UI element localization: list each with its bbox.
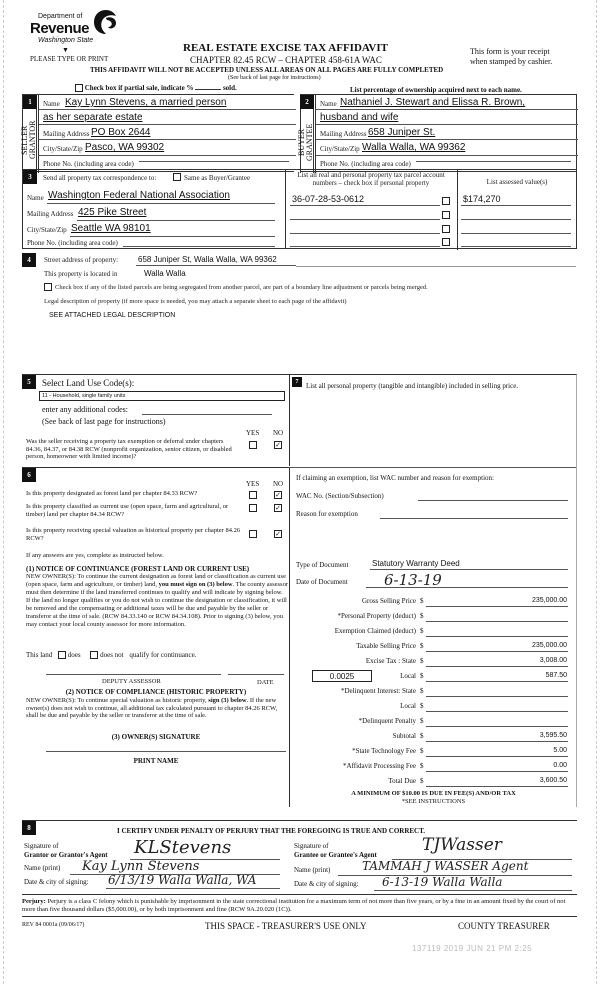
section-5-number: 5 xyxy=(22,375,36,389)
section-8-certification xyxy=(22,820,577,895)
amount-row xyxy=(290,774,577,789)
dor-swirl-icon xyxy=(92,8,120,36)
parcel-row xyxy=(286,194,577,208)
wac-number-field[interactable] xyxy=(418,500,568,501)
buyer-city-field[interactable]: Walla Walla, WA 99362 xyxy=(362,142,466,153)
scan-edge-right xyxy=(596,0,597,984)
seller-name-label: Name xyxy=(43,100,60,108)
currency-symbol: $ xyxy=(420,717,424,725)
amount-row xyxy=(290,759,577,774)
segregated-checkbox[interactable] xyxy=(44,283,52,291)
parcel-row xyxy=(286,208,577,222)
additional-codes-label: enter any additional codes: xyxy=(42,405,128,414)
send-correspondence-label: Send all property tax correspondence to: xyxy=(43,174,157,182)
currency-symbol: $ xyxy=(420,627,424,635)
section-2-number: 2 xyxy=(300,95,314,109)
personal-property-checkbox[interactable] xyxy=(442,225,450,233)
personal-property-checkbox[interactable] xyxy=(442,211,450,219)
amount-row xyxy=(290,624,577,639)
document-date-label: Date of Document xyxy=(296,578,348,586)
amount-label: *Delinquent Penalty xyxy=(358,717,416,725)
amount-label: Subtotal xyxy=(392,732,416,740)
currency-symbol: $ xyxy=(420,657,424,665)
grantee-name-label: Name (print) xyxy=(294,866,331,874)
parcel-row xyxy=(286,235,577,249)
personal-property-checkbox[interactable] xyxy=(442,238,450,246)
buyer-name-label: Name xyxy=(320,100,337,108)
amount-label: Total Due xyxy=(388,777,416,785)
form-chapter: CHAPTER 82.45 RCW – CHAPTER 458-61A WAC xyxy=(190,55,382,65)
buyer-name-field[interactable]: Nathaniel J. Stewart and Elissa R. Brown, xyxy=(340,97,526,108)
amount-row xyxy=(290,699,577,714)
buyer-phone-field[interactable] xyxy=(416,161,571,162)
street-address-label: Street address of property: xyxy=(44,256,119,264)
section-1-number: 1 xyxy=(23,95,37,109)
additional-codes-field[interactable] xyxy=(142,414,272,415)
grantor-sig-label-1: Signature of xyxy=(24,842,59,850)
amount-label: *State Technology Fee xyxy=(352,747,416,755)
grantor-name-label: Name (print) xyxy=(24,864,61,872)
partial-sale-row xyxy=(75,84,237,92)
exemption-question: Was the seller receiving a property tax exemption or deferral under chapters 84.36, 84.37, or 84.38 RCW (nonprofit organization, senior citizen, or disabled person, homeowner with limited income)? xyxy=(26,438,232,460)
corr-phone-field[interactable] xyxy=(123,246,275,247)
historic-no-checkbox[interactable]: ✓ xyxy=(275,530,281,538)
seller-phone-field[interactable] xyxy=(139,161,289,162)
exemption-yes-checkbox[interactable] xyxy=(249,441,257,449)
if-yes-instruction: If any answers are yes, complete as instructed below. xyxy=(26,552,164,559)
amount-label: Gross Selling Price xyxy=(361,597,416,605)
amount-value[interactable]: 0.00 xyxy=(553,762,567,769)
notice-compliance-title: (2) NOTICE OF COMPLIANCE (HISTORIC PROPERTY) xyxy=(65,688,247,696)
amount-row xyxy=(290,654,577,669)
buyer-name-field-line2[interactable]: husband and wife xyxy=(320,112,399,123)
amount-value[interactable]: 587.50 xyxy=(545,672,567,679)
no-header: NO xyxy=(273,429,284,437)
grantee-sig-label-2: Grantee or Grantee's Agent xyxy=(294,851,377,859)
buyer-city-label: City/State/Zip xyxy=(320,145,360,153)
dor-logo xyxy=(30,8,120,52)
amount-row xyxy=(290,609,577,624)
land-use-label: Select Land Use Code(s): xyxy=(42,378,135,388)
amount-value[interactable]: 3,600.50 xyxy=(539,777,567,784)
assessed-value-field[interactable]: $174,270 xyxy=(463,194,501,204)
wac-number-label: WAC No. (Section/Subsection) xyxy=(296,492,384,500)
grantor-date-label: Date & city of signing: xyxy=(24,878,89,886)
currency-symbol: $ xyxy=(420,702,424,710)
amount-value[interactable]: 235,000.00 xyxy=(531,597,567,604)
historic-yes-checkbox[interactable] xyxy=(249,530,257,538)
parcel-header: List all real and personal property tax parcel account numbers – check box if personal property xyxy=(297,171,445,187)
buyer-side-label: BUYER GRANTEE xyxy=(297,123,314,161)
notice-compliance-text: NEW OWNER(S): To continue special valuation as historic property, sign (3) below. If the new owner(s) does not wish to continue, all additional tax calculated pursuant to chapter 84.26 RCW, shall be due and payable by the seller or transferor at the time of sale. xyxy=(26,697,278,719)
grantee-sig-label-1: Signature of xyxy=(294,842,329,850)
treasurer-stamp: 137119 2019 JUN 21 PM 2:25 xyxy=(412,944,533,953)
assessor-date-label: DATE xyxy=(257,679,274,686)
section-4-number: 4 xyxy=(22,253,36,267)
section-8-number: 8 xyxy=(22,821,36,835)
yes-header: YES xyxy=(246,429,260,437)
grantee-date-field[interactable]: 6-13-19 Walla Walla xyxy=(382,875,503,889)
see-back-note: (See back of last page for instructions) xyxy=(228,75,321,81)
corr-city-label: City/State/Zip xyxy=(27,226,67,234)
amount-row xyxy=(290,714,577,729)
document-type-label: Type of Document xyxy=(296,561,349,569)
document-date-field[interactable]: 6-13-19 xyxy=(384,571,442,589)
corr-phone-label: Phone No. (including area code) xyxy=(27,239,118,247)
receipt-note-2: when stamped by cashier. xyxy=(470,57,553,66)
amount-row xyxy=(290,684,577,699)
partial-sale-sold: sold. xyxy=(222,84,237,92)
currency-symbol: $ xyxy=(420,732,424,740)
does-not-qualify-checkbox[interactable] xyxy=(90,651,98,659)
assessed-header: List assessed value(s) xyxy=(486,178,548,186)
seller-address-label: Mailing Address xyxy=(43,130,90,138)
same-as-buyer-checkbox[interactable] xyxy=(173,173,181,181)
buyer-address-field[interactable]: 658 Juniper St. xyxy=(368,127,436,138)
notice-continuance-title: (1) NOTICE OF CONTINUANCE (FOREST LAND OR CURRENT USE) xyxy=(26,565,250,573)
scan-edge-left xyxy=(3,0,4,984)
section-2-buyer xyxy=(297,94,577,172)
segregated-label: Check box if any of the listed parcels are being segregated from another parcel, are part of a boundary line adjustment or parcels being merged. xyxy=(55,284,428,291)
certify-statement: I CERTIFY UNDER PENALTY OF PERJURY THAT THE FOREGOING IS TRUE AND CORRECT. xyxy=(117,827,426,835)
section-7-tax-calc xyxy=(290,374,577,807)
personal-property-checkbox[interactable] xyxy=(442,197,450,205)
amount-label: Excise Tax : State xyxy=(365,657,416,665)
located-in-value[interactable]: Walla Walla xyxy=(144,269,186,278)
perjury-notice: Perjury: Perjury is a class C felony which is punishable by imprisonment in the state correctional institution for a maximum term of not more than five years, or by a fine in an amount fixed by the court of not more than five thousand dollars ($5,000.00), or by both imprisonment and fine (RCW 9A.20.020 (1C)). xyxy=(22,898,566,913)
logo-line2: Revenue xyxy=(30,20,90,37)
section-5-land-use xyxy=(22,374,290,466)
currency-symbol: $ xyxy=(420,672,424,680)
form-id: REV 84 0001a (09/06/17) xyxy=(22,922,85,928)
parcel-table xyxy=(286,169,577,249)
amount-row xyxy=(290,594,577,609)
owner-signature-line[interactable] xyxy=(46,751,286,752)
currency-symbol: $ xyxy=(420,612,424,620)
exemption-reason-field[interactable] xyxy=(380,518,568,519)
currency-symbol: $ xyxy=(420,777,424,785)
forest-land-no-checkbox[interactable]: ✓ xyxy=(275,491,281,499)
deputy-assessor-label: DEPUTY ASSESSOR xyxy=(102,678,161,685)
current-use-question: Is this property classified as current use (open space, farm and agricultural, or timber) land per chapter 84.34 RCW? xyxy=(26,503,229,518)
partial-sale-percent-field[interactable] xyxy=(195,89,221,90)
document-type-field[interactable]: Statutory Warranty Deed xyxy=(372,559,460,568)
see-instructions-note: *SEE INSTRUCTIONS xyxy=(401,798,466,805)
amount-label: Local xyxy=(400,672,416,680)
same-as-buyer-label: Same as Buyer/Grantee xyxy=(184,174,251,182)
forest-land-yes-checkbox[interactable] xyxy=(249,491,257,499)
seller-side-label: SELLER GRANTOR xyxy=(20,120,37,160)
yes-header: YES xyxy=(246,480,260,488)
treasurer-space-label: THIS SPACE - TREASURER'S USE ONLY xyxy=(205,921,367,931)
parcel-row xyxy=(286,222,577,236)
seller-city-label: City/State/Zip xyxy=(43,145,83,153)
parcel-number-field[interactable]: 36-07-28-53-0612 xyxy=(292,194,365,204)
amount-row xyxy=(290,669,577,684)
amount-label: *Personal Property (deduct) xyxy=(337,612,416,620)
amount-label: *Delinquent Interest: State xyxy=(340,687,416,695)
seller-name-field-line2[interactable]: as her separate estate xyxy=(43,112,143,123)
grantor-name-field[interactable]: Kay Lynn Stevens xyxy=(82,859,200,874)
logo-line1: Department of xyxy=(38,13,83,20)
exemption-reason-label: Reason for exemption xyxy=(296,510,358,518)
historic-question: Is this property receiving special valuation as historical property per chapter 84.26 RCW? xyxy=(26,527,241,542)
forest-land-question: Is this property designated as forest land per chapter 84.33 RCW? xyxy=(26,490,198,497)
continuance-row: This land does does not qualify for continuance. xyxy=(26,651,197,659)
no-header: NO xyxy=(273,480,284,488)
owner-signature-label: (3) OWNER(S) SIGNATURE xyxy=(111,733,201,741)
legal-description-label: Legal description of property (if more space is needed, you may attach a separate sheet to each page of the affidavit) xyxy=(44,298,347,305)
amount-label: Taxable Selling Price xyxy=(356,642,416,650)
amount-label: Local xyxy=(400,702,416,710)
amount-row xyxy=(290,729,577,744)
currency-symbol: $ xyxy=(420,747,424,755)
land-use-select[interactable]: 11 - Household, single family units xyxy=(39,391,285,401)
section-3-number: 3 xyxy=(23,170,37,184)
please-type: PLEASE TYPE OR PRINT xyxy=(30,55,109,63)
located-in-label: This property is located in xyxy=(44,270,118,278)
partial-sale-checkbox[interactable] xyxy=(75,84,83,92)
buyer-phone-label: Phone No. (including area code) xyxy=(320,160,411,168)
current-use-yes-checkbox[interactable] xyxy=(249,504,257,512)
amount-row xyxy=(290,744,577,759)
amount-value[interactable]: 3,595.50 xyxy=(539,732,567,739)
amount-value[interactable]: 235,000.00 xyxy=(531,642,567,649)
logo-line3: Washington State xyxy=(38,37,94,44)
amount-label: *Affidavit Processing Fee xyxy=(343,762,416,770)
ownership-note: List percentage of ownership acquired next to each name. xyxy=(350,86,522,94)
deputy-assessor-signature-line[interactable] xyxy=(46,674,221,675)
legal-description-field[interactable]: SEE ATTACHED LEGAL DESCRIPTION xyxy=(49,312,176,319)
form-warning: THIS AFFIDAVIT WILL NOT BE ACCEPTED UNLESS ALL AREAS ON ALL PAGES ARE FULLY COMPLETED xyxy=(90,66,444,74)
grantor-date-field[interactable]: 6/13/19 Walla Walla, WA xyxy=(108,873,257,887)
arrow-icon: ▼ xyxy=(62,46,69,54)
receipt-note-1: This form is your receipt xyxy=(470,47,550,56)
exemption-intro: If claiming an exemption, list WAC number and reason for exemption: xyxy=(296,474,494,482)
current-use-no-checkbox[interactable]: ✓ xyxy=(275,504,281,512)
grantee-signature[interactable]: TJWasser xyxy=(422,835,502,855)
corr-name-field[interactable]: Washington Federal National Association xyxy=(48,190,230,201)
corr-city-field[interactable]: Seattle WA 98101 xyxy=(71,223,151,234)
buyer-address-label: Mailing Address xyxy=(320,130,367,138)
section-7-number: 7 xyxy=(292,377,302,387)
section-6-number: 6 xyxy=(22,468,36,482)
notice-continuance-text: NEW OWNER(S): To continue the current designation as forest land or classification as current use (open space, farm and agriculture, or timber) land, you must sign on (3) below. The county assessor must then determine if the land transferred continues to qualify and will indicate by signing below. If the land no longer qualifies or you do not wish to continue the designation or classification, it will be removed and the compensating or additional taxes will be due and payable by the seller or transferor at the time of sale. (RCW 84.33.140 or RCW 84.34.108). Prior to signing (3) below, you may contact your local county assessor for more information. xyxy=(26,573,288,628)
land-use-see-back: (See back of last page for instructions) xyxy=(42,417,166,426)
grantor-sig-label-2: Grantor or Grantor's Agent xyxy=(24,851,108,859)
street-address-field[interactable]: 658 Juniper St, Walla Walla, WA 99362 xyxy=(138,255,277,264)
print-name-label: PRINT NAME xyxy=(133,757,179,765)
seller-city-field[interactable]: Pasco, WA 99302 xyxy=(85,142,165,153)
currency-symbol: $ xyxy=(420,762,424,770)
exemption-no-checkbox[interactable]: ✓ xyxy=(275,441,281,449)
currency-symbol: $ xyxy=(420,687,424,695)
section-4-property xyxy=(22,253,577,343)
county-treasurer-label: COUNTY TREASURER xyxy=(458,921,550,931)
corr-name-label: Name xyxy=(27,194,44,202)
corr-address-field[interactable]: 425 Pike Street xyxy=(78,207,147,218)
section-6-designations xyxy=(22,467,290,807)
minimum-due-note: A MINIMUM OF $10.00 IS DUE IN FEE(S) AND/OR TAX xyxy=(351,790,516,797)
assessor-date-line[interactable] xyxy=(228,674,284,675)
seller-phone-label: Phone No. (including area code) xyxy=(43,160,134,168)
does-qualify-checkbox[interactable] xyxy=(58,651,66,659)
currency-symbol: $ xyxy=(420,597,424,605)
amount-row xyxy=(290,639,577,654)
grantee-date-label: Date & city of signing: xyxy=(294,880,359,888)
grantor-signature[interactable]: KLStevens xyxy=(134,837,232,858)
section-3-correspondence xyxy=(22,169,286,249)
form-title: REAL ESTATE EXCISE TAX AFFIDAVIT xyxy=(183,42,388,54)
local-rate-field[interactable]: 0.0025 xyxy=(312,670,372,682)
partial-sale-label: Check box if partial sale, indicate % xyxy=(84,84,194,92)
seller-address-field[interactable]: PO Box 2644 xyxy=(91,127,151,138)
currency-symbol: $ xyxy=(420,642,424,650)
amount-value[interactable]: 3,008.00 xyxy=(539,657,567,664)
grantee-name-field[interactable]: TAMMAH J WASSER Agent xyxy=(362,859,529,873)
section-1-seller xyxy=(22,94,294,172)
personal-property-label: List all personal property (tangible and intangible) included in selling price. xyxy=(306,382,519,390)
amount-value[interactable]: 5.00 xyxy=(553,747,567,754)
corr-address-label: Mailing Address xyxy=(27,210,74,218)
amount-label: Exemption Claimed (deduct) xyxy=(334,627,416,635)
seller-name-field[interactable]: Kay Lynn Stevens, a married person xyxy=(65,97,227,108)
